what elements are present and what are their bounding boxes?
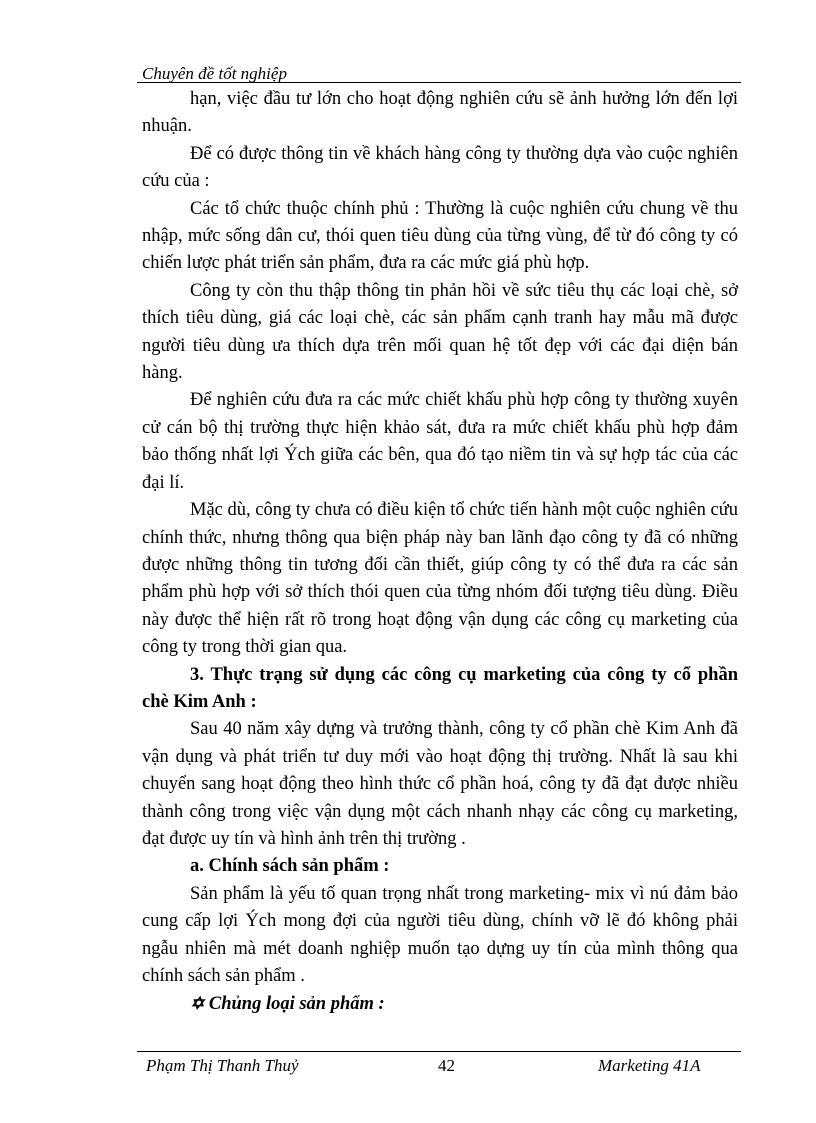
paragraph-8: Sản phẩm là yếu tố quan trọng nhất trong marketing- mix vì nú đảm bảo cung cấp lợi Ých mong đợi của người tiêu dùng, chính vỡ lẽ đó không phải ngẫu nhiên mà mét doanh nghiệp muốn tạo dựng uy tín của mình thông qua chính sách sản phẩm . <box>142 883 738 986</box>
page-number: 42 <box>438 1056 455 1075</box>
header-divider <box>137 82 741 83</box>
header-title: Chuyên đề tốt nghiệp <box>142 64 287 83</box>
paragraph-1: hạn, việc đầu tư lớn cho hoạt động nghiên cứu sẽ ảnh hưởng lớn đến lợi nhuận. <box>142 89 738 137</box>
paragraph-2: Để có được thông tin về khách hàng công ty thường dựa vào cuộc nghiên cứu của : <box>142 143 738 192</box>
section-heading-3: 3. Thực trạng sử dụng các công cụ marketing của công ty cổ phần chè Kim Anh : <box>142 664 738 712</box>
paragraph-5: Để nghiên cứu đưa ra các mức chiết khấu phù hợp công ty thường xuyên cử cán bộ thị trường thực hiện khảo sát, đưa ra mức chiết khấu phù hợp đảm bảo thống nhất lợi Ých giữa các bên, qua đó tạo niềm tin và sự hợp tác của các đại lí. <box>142 390 738 493</box>
subsection-heading-a: a. Chính sách sản phẩm : <box>190 856 390 877</box>
footer-author: Phạm Thị Thanh Thuỷ <box>146 1056 299 1075</box>
paragraph-4: Công ty còn thu thập thông tin phản hồi về sức tiêu thụ các loại chè, sở thích tiêu dùng, giá các loại chè, các sản phẩm cạnh tranh hay mẫu mã được người tiêu dùng ưa thích dựa trên mối quan hệ tốt đẹp với các đại diện bán hàng. <box>142 280 738 384</box>
paragraph-3: Các tổ chức thuộc chính phủ : Thường là cuộc nghiên cứu chung về thu nhập, mức sống dân cư, thói quen tiêu dùng của từng vùng, để từ đó công ty có chiến lược phát triển sản phẩm, đưa ra các mức giá phù hợp. <box>142 198 738 274</box>
bullet-heading-text: Chủng loại sản phẩm : <box>208 994 385 1015</box>
paragraph-7: Sau 40 năm xây dựng và trưởng thành, công ty cổ phần chè Kim Anh đã vận dụng và phát triển tư duy mới vào hoạt động thị trường. Nhất là sau khi chuyển sang hoạt động theo hình thức cổ phần hoá, công ty đã đạt được nhiều thành công trong việc vận dụng một cách nhanh nhạy các công cụ marketing, đạt được uy tín và hình ảnh trên thị trường . <box>142 719 738 849</box>
star-bullet-icon: ✡ <box>190 994 205 1014</box>
paragraph-6: Mặc dù, công ty chưa có điều kiện tổ chức tiến hành một cuộc nghiên cứu chính thức, nhưng thông qua biện pháp này ban lãnh đạo công ty đã có những được những thông tin tương đối cần thiết, giúp công ty có thể đưa ra các sản phẩm phù hợp với sở thích thói quen của từng nhóm đối tượng tiêu dùng. Điều này được thể hiện rất rõ trong hoạt động vận dụng các công cụ marketing của công ty trong thời gian qua. <box>142 500 738 658</box>
footer-divider <box>137 1051 741 1052</box>
document-body <box>142 86 738 1019</box>
footer-course: Marketing 41A <box>598 1056 701 1075</box>
bullet-heading <box>142 990 738 1018</box>
